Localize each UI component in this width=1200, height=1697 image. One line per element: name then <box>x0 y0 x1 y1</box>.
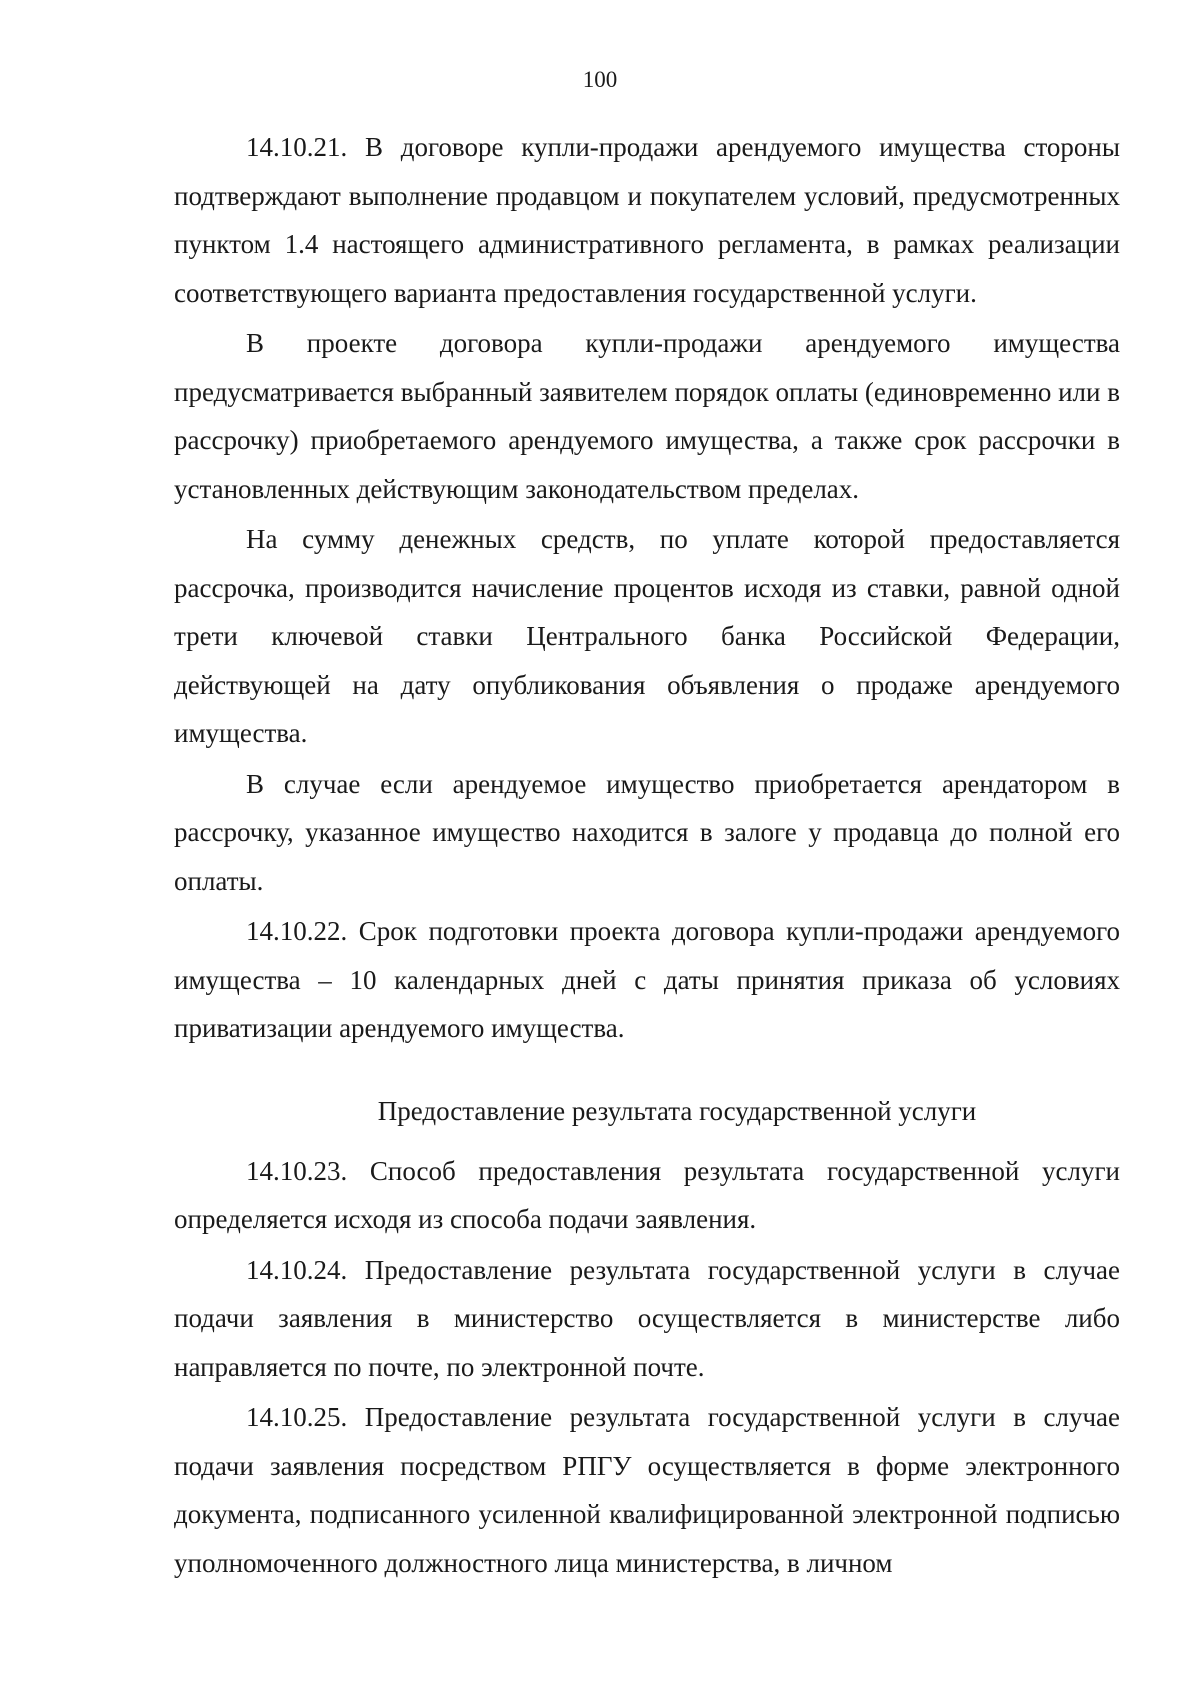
paragraph-contract-draft: В проекте договора купли-продажи арендуемого имущества предусматривается выбранный заявителем порядок оплаты (единовременно или в рассрочку) приобретаемого арендуемого имущества, а также срок рассрочки в установленных действующим законодательством пределах. <box>174 328 1120 504</box>
page-number: 100 <box>582 67 618 92</box>
section-heading: Предоставление результата государственной услуги <box>377 1095 977 1126</box>
paragraph-pledge: В случае если арендуемое имущество приобретается арендатором в рассрочку, указанное имущество находится в залоге у продавца до полной его оплаты. <box>174 768 1120 896</box>
paragraph-installment-interest: На сумму денежных средств, по уплате которой предоставляется рассрочка, производится начисление процентов исходя из ставки, равной одной трети ключевой ставки Центрального банка Российской Федерации, действующей на дату опубликования объявления о продаже арендуемого имущества. <box>174 524 1120 748</box>
paragraph-14-10-22: 14.10.22. Срок подготовки проекта договора купли-продажи арендуемого имущества – 10 календарных дней с даты принятия приказа об условиях приватизации арендуемого имущества. <box>174 916 1120 1043</box>
paragraph-14-10-25: 14.10.25. Предоставление результата государственной услуги в случае подачи заявления посредством РПГУ осуществляется в форме электронного документа, подписанного усиленной квалифицированной электронной подписью уполномоченного должностного лица министерства, в личном <box>174 1402 1120 1578</box>
paragraph-14-10-24: 14.10.24. Предоставление результата государственной услуги в случае подачи заявления в министерство осуществляется в министерстве либо направляется по почте, по электронной почте. <box>174 1254 1120 1382</box>
document-body <box>174 123 1120 1589</box>
paragraph-14-10-23: 14.10.23. Способ предоставления результата государственной услуги определяется исходя из способа подачи заявления. <box>174 1155 1120 1234</box>
paragraph-14-10-21: 14.10.21. В договоре купли-продажи арендуемого имущества стороны подтверждают выполнение продавцом и покупателем условий, предусмотренных пунктом 1.4 настоящего административного регламента, в рамках реализации соответствующего варианта предоставления государственной услуги. <box>174 132 1120 308</box>
